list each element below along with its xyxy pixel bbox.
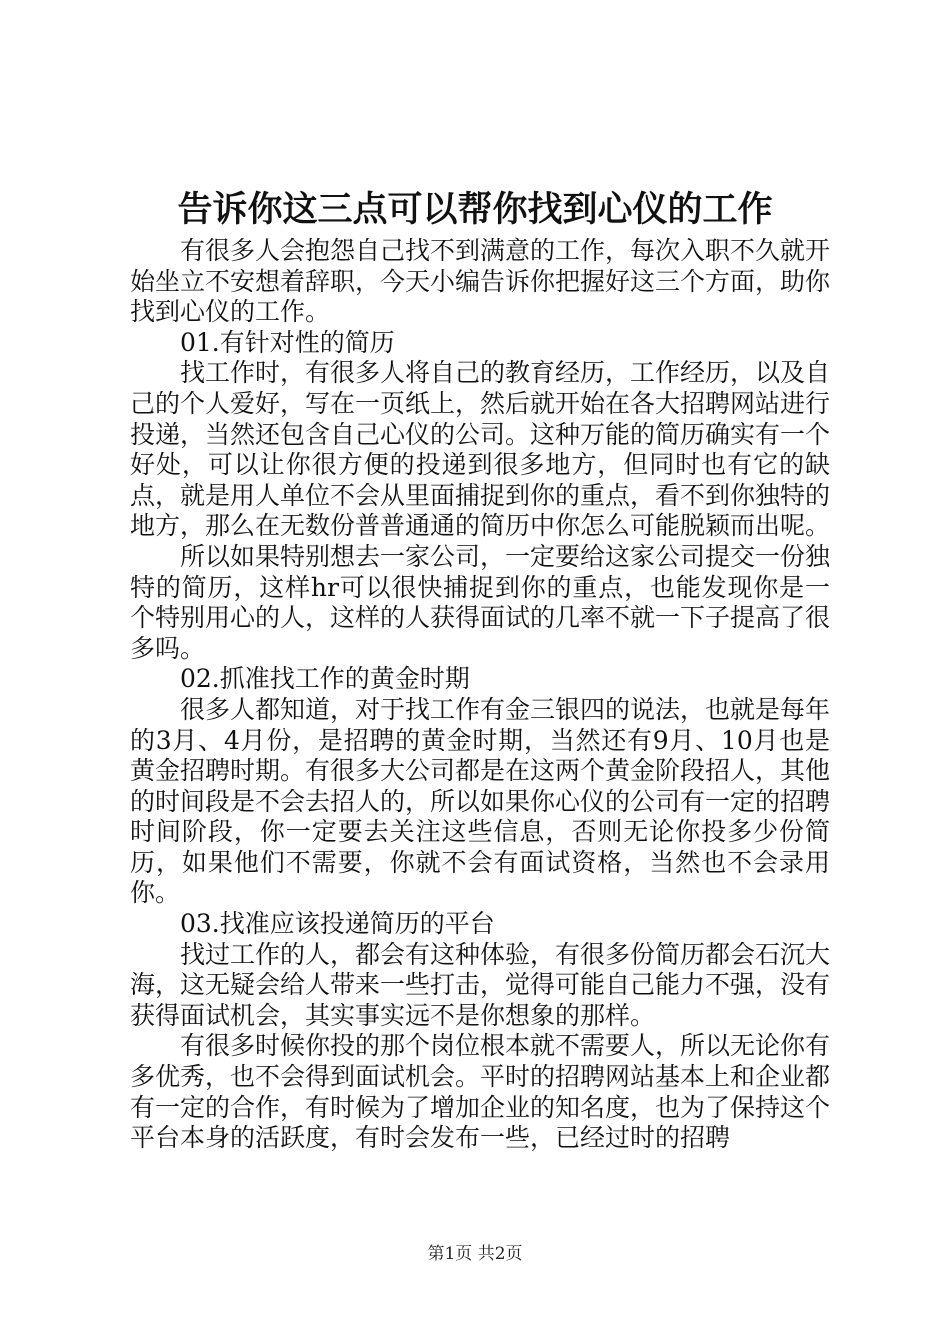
- paragraph-intro: 有很多人会抱怨自己找不到满意的工作，每次入职不久就开始坐立不安想着辞职，今天小编告诉你把握好这三个方面，助你找到心仪的工作。: [130, 236, 831, 327]
- page-number-footer: 第1页 共2页: [427, 1244, 523, 1264]
- paragraph: 找过工作的人，都会有这种体验，有很多份简历都会石沉大海，这无疑会给人带来一些打击，觉得可能自己能力不强，没有获得面试机会，其实事实远不是你想象的那样。: [130, 939, 831, 1030]
- document-title: 告诉你这三点可以帮你找到心仪的工作: [177, 189, 773, 230]
- paragraph: 找工作时，有很多人将自己的教育经历，工作经历，以及自己的个人爱好，写在一页纸上，然后就开始在各大招聘网站进行投递，当然还包含自己心仪的公司。这种万能的简历确实有一个好处，可以让你很方便的投递到很多地方，但同时也有它的缺点，就是用人单位不会从里面捕捉到你的重点，看不到你独特的地方，那么在无数份普普通通的简历中你怎么可能脱颖而出呢。: [130, 358, 831, 541]
- paragraph: 很多人都知道，对于找工作有金三银四的说法，也就是每年的3月、4月份，是招聘的黄金时期，当然还有9月、10月也是黄金招聘时期。有很多大公司都是在这两个黄金阶段招人，其他的时间段是不会去招人的，所以如果你心仪的公司有一定的招聘时间阶段，你一定要去关注这些信息，否则无论你投多少份简历，如果他们不需要，你就不会有面试资格，当然也不会录用你。: [130, 694, 831, 908]
- section-heading-02: 02.抓准找工作的黄金时期: [180, 664, 470, 694]
- paragraph: 有很多时候你投的那个岗位根本就不需要人，所以无论你有多优秀，也不会得到面试机会。平时的招聘网站基本上和企业都有一定的合作，有时候为了增加企业的知名度，也为了保持这个平台本身的活跃度，有时会发布一些，已经过时的招聘: [130, 1031, 831, 1153]
- section-heading-01: 01.有针对性的简历: [180, 327, 395, 357]
- section-heading-03: 03.找准应该投递简历的平台: [180, 909, 495, 939]
- document-body: [130, 236, 830, 1154]
- paragraph: 所以如果特别想去一家公司，一定要给这家公司提交一份独特的简历，这样hr可以很快捕捉到你的重点，也能发现你是一个特别用心的人，这样的人获得面试的几率不就一下子提高了很多吗。: [130, 541, 831, 663]
